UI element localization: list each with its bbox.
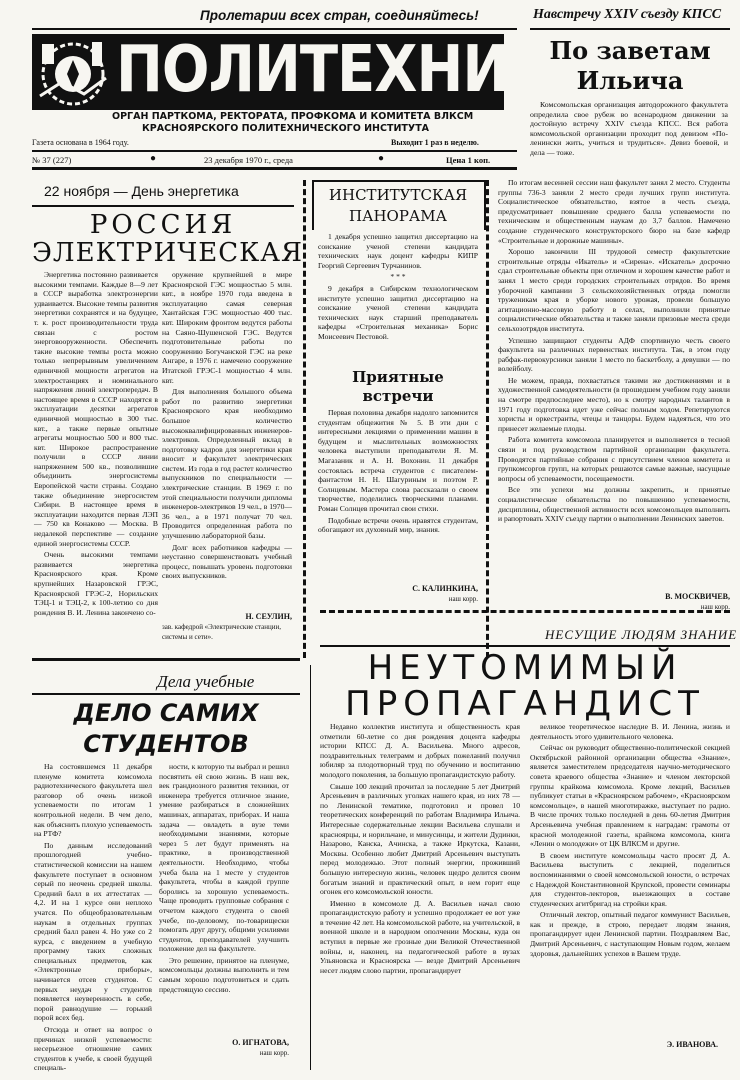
issue-number: № 37 (227) — [32, 155, 72, 165]
column-divider-1 — [303, 180, 306, 658]
lenin-title-2: Ильича — [576, 66, 684, 95]
lenin-intro-text: Комсомольская организация автодорожного факультета определила свое рубеж во всенародном движении за достойную встречу XXIV съезда КПСС. Вся работа комсомольской организации проходит под девизом «По-ленински жить, учиться и трудиться». Девиз боевой, и дела — тоже. — [530, 100, 728, 157]
meetings-title-2: встречи — [362, 387, 434, 405]
meetings-author-name: С. КАЛИНКИНА, — [412, 584, 478, 593]
top-rule — [32, 28, 517, 30]
lenin-body — [498, 178, 730, 590]
lenin-body-e: Работа комитета комсомола планируется и выполняется в тесной связи и под руководством партийной организации факультета. Проводятся партийные собрания с присутствием членов комитета и групкомсоргов групп, на которых решаются самые важные, насущные вопросы об успеваемости, посещаемости. — [498, 435, 730, 483]
publisher-line-2: КРАСНОЯРСКОГО ПОЛИТЕХНИЧЕСКОГО ИНСТИТУТА — [142, 123, 430, 134]
issue-price: Цена 1 коп. — [446, 155, 491, 165]
panorama-items — [318, 232, 478, 362]
panorama-title-1: ИНСТИТУТСКАЯ — [328, 186, 468, 204]
lenin-body-b: Хорошо закончили III трудовой семестр факультетские строительные отряды «Икатель» и «Сирена». «Искатель» досрочно сдал строительные объекты при отличном и хорошем качестве работ и занял 1 место среди городских строительных отрядов. Во время уборочной кампании 3 сельскохозяйственных отряда помогли труженикам края в уборке нового урожая, провели большую агитационно-массовую работу в селах, выполнили принятые социалистические обязательства и также заняли призовые места среди сельхозотрядов института. — [498, 247, 730, 333]
lenin-author-name: В. МОСКВИЧЕВ, — [665, 592, 730, 601]
students-title-1: ДЕЛО САМИХ — [73, 699, 259, 727]
publisher-line-1: ОРГАН ПАРТКОМА, РЕКТОРАТА, ПРОФКОМА И КОМИТЕТА ВЛКСМ — [112, 111, 474, 122]
propagandist-col1-a: Недавно коллектив института и общественность края отметили 60-летие со дня рождения доцента кафедры истории КПСС Д. А. Васильева. Много адресов, поздравительных телеграмм и добрых пожеланий получил юбиляр за плодотворный труд по обучению и воспитанию молодого поколения, за большую пропагандистскую работу. — [320, 722, 520, 779]
lenin-body-c: Успешно защищают студенты АДФ спортивную честь своего факультета на различных первенствах института. Так, в этом году рабфак-первокурсники заняли 1 место по баскетболу, а девушки — по волейболу. — [498, 335, 730, 374]
propagandist-col2-d: Отличный лектор, опытный педагог коммунист Васильев, как и прежде, в строю, передает людям знания, пропагандирует идеи Ленинской партии. Поздравляем Вас, Дмитрий Арсеньевич, с наступающим Новым годом, желаем здоровья, дальнейших успехов в Вашем труде. — [530, 910, 730, 958]
meetings-author — [318, 584, 478, 604]
students-author — [159, 1038, 289, 1058]
russia-col2b-text: Для выполнения большого объема работ по развитию энергетики Красноярского края необходимо большое количество высококвалифицированных инженеров-электриков. Определенный вклад в подготовку кадров для энергетики края вносит и факультет электрических систем. Из года в год растет количество выпускников по специальности — электрические станции. В 1969 г. по этой специальности получили дипломы инженеров-электриков 19 чел., в 1970—36 чел., а в 1971 получат 70 чел. Проводится определенная работа по улучшению лабораторной базы. — [162, 387, 292, 541]
lenin-body-a: По итогам весенней сессии наш факультет занял 2 место. Студенты группы 736-3 заняли 2 место среди лучших групп института. Социалистическое обязательство, взятое в честь съезда, предусматривает повышение среднего балла успеваемости по техническим и общественным наукам до 3,7 баллов. Намечено создание студенческого конструкторского бюро на базе кафедр «Строительные и дорожные машины». — [498, 178, 730, 245]
column-divider-2 — [486, 180, 489, 658]
panorama-separator: * * * — [390, 272, 406, 282]
meetings-text-b: Подобные встречи очень нравятся студентам, обогащают их духовный мир, знания. — [318, 515, 478, 535]
russia-author-role: зав. кафедрой «Электрические станции, системы и сети». — [162, 623, 282, 641]
bullet-left: ● — [150, 153, 157, 164]
russia-col1b-text: Очень высокими темпами развивается энергетика Красноярского края. Кроме крупнейших Назаровской ГРЭС, Красноярской ГРЭС-2, Норильских ТЭЦ-1 и ТЭЦ-2, к 100-летию со дня рождения В. И. Ленина закончено со- — [34, 550, 158, 617]
propagandist-col-1 — [320, 722, 520, 1072]
russia-author — [162, 612, 292, 642]
panorama-title-2: ПАНОРАМА — [349, 207, 447, 225]
lenin-author-role: наш корр. — [700, 603, 730, 611]
frequency-note: Выходит 1 раз в неделю. — [391, 138, 479, 147]
students-kicker: Дела учебные — [157, 672, 255, 691]
meetings-body — [318, 408, 478, 583]
propagandist-author-name: Э. ИВАНОВА. — [666, 1040, 718, 1049]
students-col-1 — [34, 762, 152, 1073]
issue-date: 23 декабря 1970 г., среда — [204, 155, 293, 165]
russia-col1-text: Энергетика постоянно развивается высокими темпами. Каждые 8—9 лет в СССР выработка электроэнергии удваивается. Высокие темпы развития энергетики сохранятся и на будущее, т. к. рост производительности труда связан с ростом энерговооруженности. Обеспечить такие высокие темпы роста можно только непрерывным увеличением единичной мощности агрегатов на электростанциях и номинального напряжения линий электропередач. В настоящее время в СССР находятся в эксплуатации десятки агрегатов единичной мощностью в 300 тыс. квт., а также первые опытные агрегаты мощностью 500 и 800 тыс. квт. Широкое распространение получили в СССР линии напряжением 500 кв., позволившие объединить энергосистемы Европейской части страны. Создано также объединение энергосистем Сибири. В настоящее время в эксплуатации находится первая ЛЭП — 750 кв Конаково — Москва. В недалекой перспективе — создание единой энергосистемы СССР. — [34, 270, 159, 548]
russia-title-1: РОССИЯ — [89, 210, 237, 240]
lenin-author — [498, 592, 730, 612]
founded-note: Газета основана в 1964 году. — [32, 138, 129, 147]
russia-kicker-rule — [32, 205, 294, 207]
propagandist-col1-b: Свыше 100 лекций прочитал за последние 5 лет Дмитрий Арсеньевич в различных уголках нашего края, из них 78 — по Ленинской тематике, подготовил и провел 10 теоретических конференций по работам Владимира Ильича. Интересные содержательные лекции Васильева слушали и красноярцы, и норильчане, и минусинцы, и жители Дудинки, Назарово, Канска, Ачинска, а также Иркутска, Казани, Москвы. Особенно любит Дмитрий Арсеньевич выступать перед молодежью. Этот полный энергии, проживший большую интересную жизнь, человек щедро делится своим богатым знаний и практический опыт, в нем горит еще огонек его комсомольской юности. — [320, 781, 520, 897]
russia-author-name: Н. СЕУЛИН, — [245, 612, 292, 621]
bullet-right: ● — [378, 153, 385, 164]
masthead-rule — [32, 150, 517, 152]
russia-kicker: 22 ноября — День энергетика — [44, 183, 239, 199]
slogan: Пролетарии всех стран, соединяйтесь! — [200, 8, 479, 23]
meetings-title-1: Приятные — [352, 368, 444, 386]
propagandist-col2-c: В своем институте комсомольцы часто просят Д. А. Васильева выступить с лекцией, поделиться воспоминаниями о своей комсомольской юности, о встречах с Надеждой Константиновной Крупской, провести семинары для студентов-лекторов, выезжающих в составе студенческих агитбригад на стройки края. — [530, 850, 730, 908]
students-col1-a: На состоявшемся 11 декабря пленуме комитета комсомола радиотехнического факультета шел разговор об очень низкой успеваемости по итогам 1 контрольной недели. В чем дело, как объяснить плохую успеваемость на РТФ? — [34, 762, 152, 839]
top-rule-right — [530, 28, 730, 30]
meetings-text: Первая половина декабря надолго запомнится студентам общежития № 5. В эти дни с интересными лекциями о применении машин в будущем и мыслительных возможностях человека выступили преподаватели Я. М. Магазаник и А. Н. Вохонин. 11 декабря состоялась встреча студентов с писателем-фантастом Н. Н. Шагуриным и поэтом Р. Солнцевым. Мастера слова рассказали о своем творчестве, поделились творческими планами. Роман Солнцев прочитал свои стихи. — [318, 408, 478, 513]
meetings-author-role: наш корр. — [448, 595, 478, 603]
propagandist-col1-c: Именно в комсомоле Д. А. Васильев начал свою пропагандистскую работу и успешно продолжает ее вот уже в течение 42 лет. На комсомольской работе, на учительской, в военной школе и в народном ополчении Москвы, куда он вступил в первые же грозные дни Великой Отечественной войны, и, наконец, на педагогической работе в вузах Ульяновска и Красноярска — везде Дмитрий Арсеньевич несет людям слово партии, пропагандирует — [320, 898, 520, 975]
lenin-title-1: По заветам — [549, 36, 711, 65]
propagandist-kicker-rule — [320, 645, 730, 647]
panorama-item-1: 1 декабря успешно защитил диссертацию на соискание ученой степени кандидата технических наук доцент кафедры КИПР Георгий Сергеевич Турчанинов. — [318, 232, 478, 270]
masthead-bottom-rule — [32, 167, 517, 170]
mid-rule-left — [32, 658, 300, 661]
russia-col-2 — [162, 270, 292, 605]
newspaper-title: ПОЛИТЕХНИК — [116, 32, 553, 107]
propagandist-title-1: НЕУТОМИМЫЙ — [367, 648, 683, 688]
students-col-2 — [159, 762, 289, 1024]
propagandist-col2-b: Сейчас он руководит общественно-политической секцией Октябрьской районной организации общества «Знание», является заместителем председателя научно-методического совета краевого общества «Знание» и членом лекторской группы крайкома комсомола. Кроме лекций, Васильев публикует статьи в «Красноярском рабочем», «Красноярском комсомольце», в нашей многотиражке, выступает по радио. В числе прочих только последней в день 60-летия Дмитрия Арсеньевича учебная правлением к наградам: грамоты от красной молодежной газеты, крайкома комсомола, книга «Ленин о молодежи» от ЦК ВЛКСМ и другие. — [530, 743, 730, 849]
students-title-2: СТУДЕНТОВ — [83, 730, 249, 758]
students-col2-a: ности, к которую ты выбрал и решил посвятить ей свою жизнь. В наш век, век грандиозного развития техники, от инженера требуется отличное знание, умение разбираться в сложнейших машинах, аппаратах, приборах. И наша задача — овладеть в вузе теми необходимыми знаниями, которые через 5 лет будут применять на практике, в производственной деятельности. Необходимо, чтобы учеба была на 1 месте у студентов факультета, чтобы в каждой группе боролись за хорошую успеваемость. Чаще проводить групповые собрания с отчетом каждого студента о своей учебе, по-деловому, по-товарищески помогать друг другу, общими усилиями студентов, преподавателей улучшить положение дел на факультете. — [159, 762, 289, 954]
lenin-body-d: Не можем, правда, похвастаться такими же достижениями и в художественной самодеятельности (в прошедшем учебном году заняли на смотре предпоследнее место), но к смотру народных талантов в 1971 году подготовка идет уже сейчас полным ходом. Репетируются хористы и оркестранты, чтецы и танцоры. Будем надеяться, что это принесет желаемые плоды. — [498, 375, 730, 433]
congress-banner: Навстречу XXIV съезду КПСС — [533, 7, 722, 22]
students-author-name: О. ИГНАТОВА, — [232, 1038, 289, 1047]
lenin-intro — [530, 100, 728, 176]
bottom-column-rule — [310, 665, 311, 1070]
students-author-role: наш корр. — [259, 1049, 289, 1057]
students-kicker-rule — [32, 693, 300, 695]
students-col2-b: Это решение, принятое на пленуме, комсомольцы должны выполнить и тем самым хорошо подготовиться и сдать предстоящую сессию. — [159, 955, 289, 994]
russia-col2-text: оружение крупнейшей в мире Красноярской ГЭС мощностью 5 млн. квт., в ноябре 1970 года введена в эксплуатацию самая северная Хантайская ГЭС мощностью 400 тыс. квт. Широким фронтом ведутся работы на Саяно-Шушенской ГЭС. Ведутся подготовительные работы по сооружению Богучанской ГЭС на реке Ангаре, в 1976 г. намечено сооружение Итатской ГРЭС-1 мощностью 4 млн. квт. — [162, 270, 292, 385]
lenin-body-f: Все эти успехи мы должны закрепить, и принятые социалистические обязательства по повышению успеваемости, дисциплины, общественной активности всех комсомольцев выполнить и рапортовать XXIV съезду партии о выполнении Ленинских заветов. — [498, 485, 730, 524]
propagandist-author — [530, 1040, 718, 1050]
propagandist-kicker: НЕСУЩИЕ ЛЮДЯМ ЗНАНИЕ — [545, 627, 738, 642]
students-col1-b: По данным исследований прошлогодней учебно-статистической комиссии на нашем факультете поступает в основном серый по неочень средней школы. Средний балл в их аттестатах — 4,2. И на 1 курсе они неплохо учатся. По общеобразовательным наукам в отдельных группах средний балл равен 4. Но уже со 2 курса, с введением в учебную программу таких сложных специальных предметов, как «Электронные приборы», начинается отсев студентов. С первых неудач у студентов появляется неуверенность в себе, порой равнодушие — горький порой всех бед. — [34, 840, 152, 1023]
propagandist-title-2: ПРОПАГАНДИСТ — [345, 684, 705, 724]
propagandist-col-2 — [530, 722, 730, 1040]
students-col1-c: Отсюда и ответ на вопрос о причинах низкой успеваемости: несерьезное отношение самих студентов к учебе, к своей будущей специаль- — [34, 1025, 152, 1073]
mid-rule-right — [320, 610, 730, 613]
panorama-item-2: 9 декабря в Сибирском технологическом институте успешно защитил диссертацию на соискание ученой степени кандидата технических наук старший преподаватель кафедры «Строительная механика» Борис Моисеевич Пестовой. — [318, 283, 478, 341]
russia-title-2: ЭЛЕКТРИЧЕСКАЯ — [32, 238, 303, 268]
emblem-icon — [32, 34, 114, 110]
russia-col2c-text: Долг всех работников кафедры — неустанно совершенствовать учебный процесс, повышать уровень подготовки своих выпускников. — [162, 542, 292, 581]
propagandist-col2-a: великое теоретическое наследие В. И. Ленина, жизнь и деятельность этого удивительного человека. — [530, 722, 730, 741]
russia-col-1 — [34, 270, 158, 650]
